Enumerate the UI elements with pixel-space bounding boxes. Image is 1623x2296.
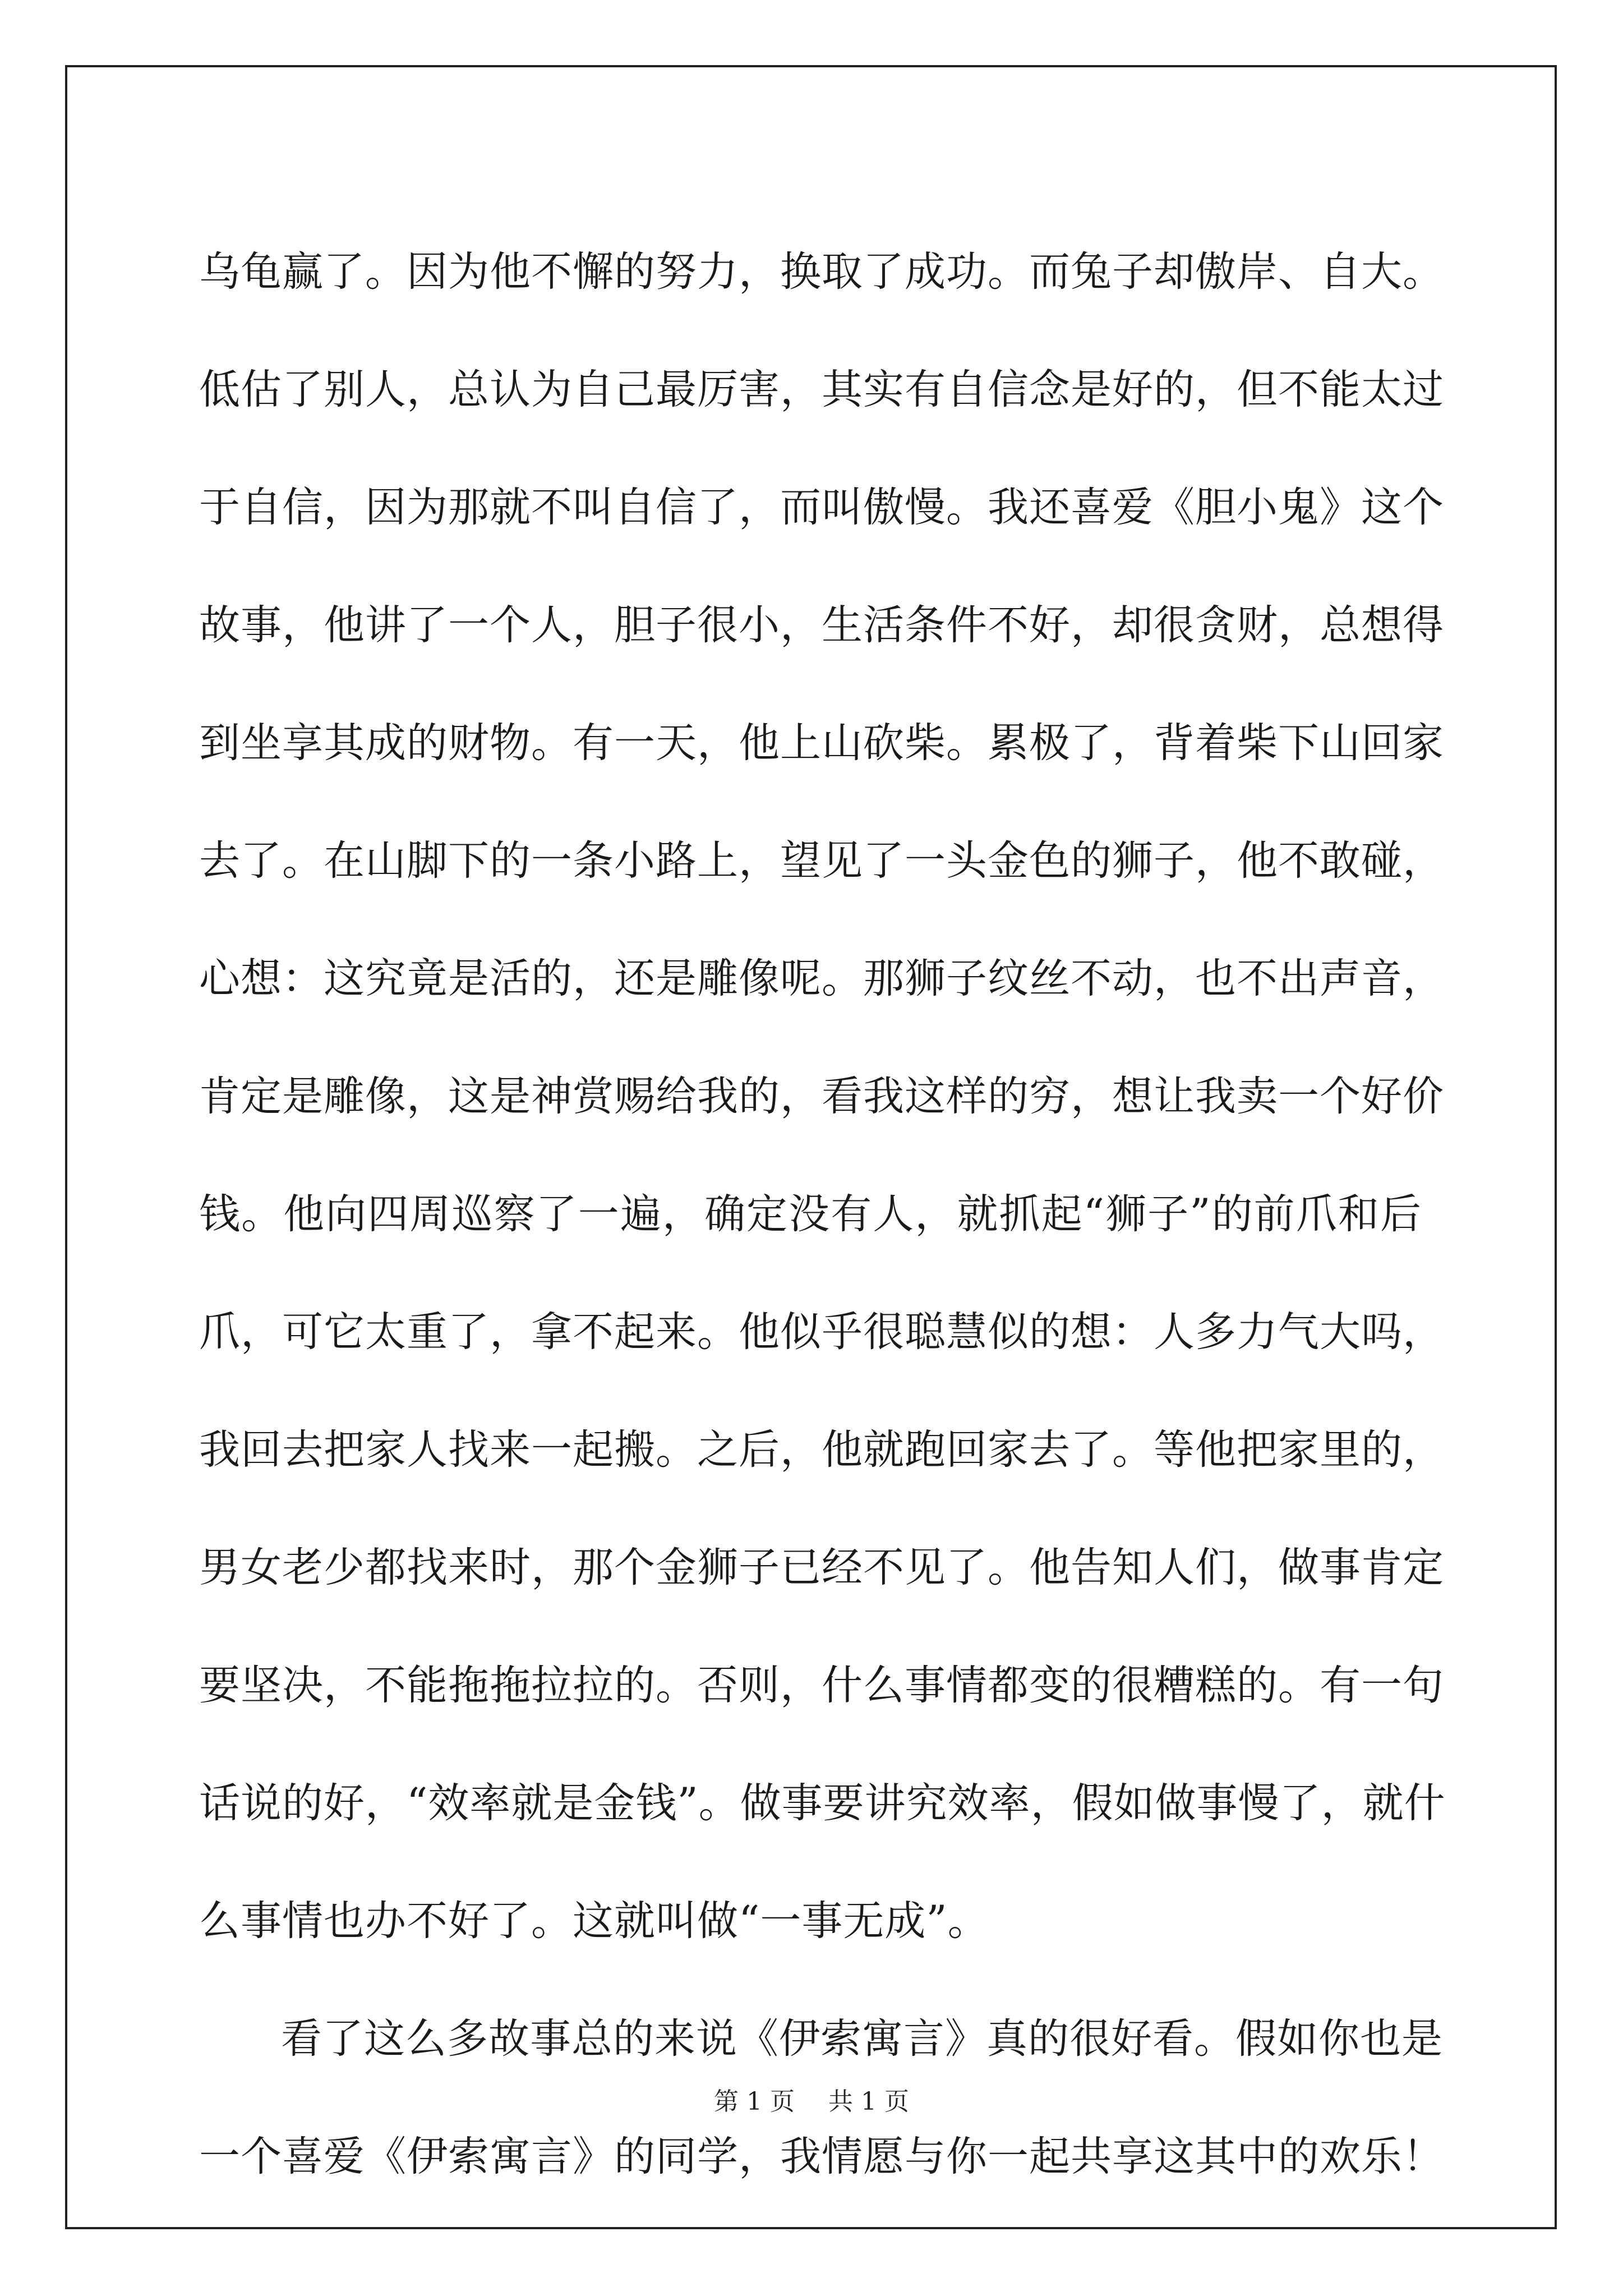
- page-footer: [0, 2081, 1623, 2117]
- text-line: 要坚决，不能拖拖拉拉的。否则，什么事情都变的很糟糕的。有一句: [199, 1662, 1444, 1709]
- text-line: 去了。在山脚下的一条小路上，望见了一头金色的狮子，他不敢碰，: [199, 837, 1444, 885]
- text-line: 低估了别人，总认为自己最厉害，其实有自信念是好的，但不能太过: [199, 366, 1444, 413]
- document-body: [199, 213, 1446, 2216]
- text-line: 钱。他向四周巡察了一遍，确定没有人，就抓起“狮子”的前爪和后: [199, 1190, 1422, 1238]
- text-line: 心想：这究竟是活的，还是雕像呢。那狮子纹丝不动，也不出声音，: [199, 955, 1444, 1002]
- page-number: 第 1 页: [714, 2087, 795, 2116]
- text-line: 于自信，因为那就不叫自信了，而叫傲慢。我还喜爱《胆小鬼》这个: [199, 484, 1444, 531]
- text-line: 乌龟赢了。因为他不懈的努力，换取了成功。而兔子却傲岸、自大。: [199, 248, 1444, 296]
- text-line: 故事，他讲了一个人，胆子很小，生活条件不好，却很贪财，总想得: [199, 601, 1444, 649]
- text-line: 肯定是雕像，这是神赏赐给我的，看我这样的穷，想让我卖一个好价: [199, 1073, 1444, 1120]
- text-line: 话说的好，“效率就是金钱”。做事要讲究效率，假如做事慢了，就什: [199, 1779, 1446, 1827]
- text-line: 一个喜爱《伊索寓言》的同学，我情愿与你一起共享这其中的欢乐！: [199, 2133, 1444, 2180]
- text-line: 我回去把家人找来一起搬。之后，他就跑回家去了。等他把家里的，: [199, 1426, 1444, 1474]
- page-total: 共 1 页: [828, 2087, 909, 2116]
- text-line: 到坐享其成的财物。有一天，他上山砍柴。累极了，背着柴下山回家: [199, 719, 1444, 767]
- text-line: 男女老少都找来时，那个金狮子已经不见了。他告知人们，做事肯定: [199, 1544, 1444, 1591]
- text-line: 么事情也办不好了。这就叫做“一事无成”。: [199, 1897, 989, 1945]
- text-line: 爪，可它太重了，拿不起来。他似乎很聪慧似的想：人多力气大吗，: [199, 1308, 1444, 1356]
- text-line: 看了这么多故事总的来说《伊索寓言》真的很好看。假如你也是: [281, 2015, 1443, 2063]
